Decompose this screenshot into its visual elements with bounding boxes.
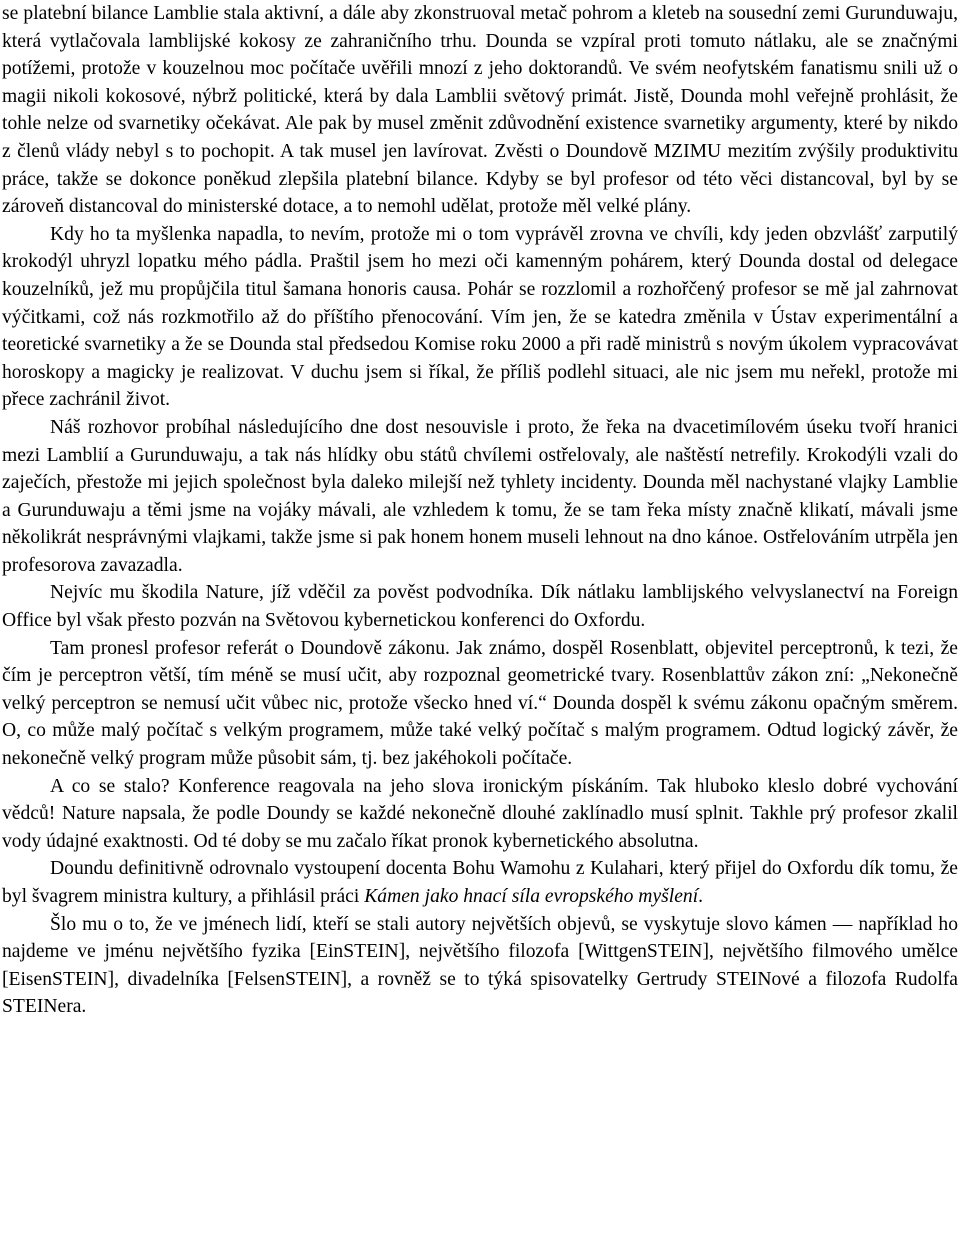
paragraph-4: Nejvíc mu škodila Nature, jíž vděčil za pověst podvodníka. Dík nátlaku lamblijského velvyslanectví na Foreign Office byl však přesto pozván na Světovou kybernetickou konferenci do Oxfordu. (2, 582, 958, 632)
paragraph-3: Náš rozhovor probíhal následujícího dne dost nesouvisle i proto, že řeka na dvacetimílovém úseku tvoří hranici mezi Lamblií a Gurunduwaju, a tak nás hlídky obu států chvílemi ostřelovaly, ale naštěstí netrefily. Krokodýli vzali do zaječích, přestože mi jejich společnost byla daleko milejší než tyhlety incidenty. Dounda měl nachystané vlajky Lamblie a Gurunduwaju a těmi jsme na vojáky mávali, ale vzhledem k tomu, že se tam řeka místy značně klikatí, mávali jsme několikrát nesprávnými vlajkami, takže jsme si pak honem honem museli lehnout na dno kánoe. Ostřelováním utrpěla jen profesorova zavazadla. (2, 416, 958, 576)
paragraph-6: A co se stalo? Konference reagovala na jeho slova ironickým pískáním. Tak hluboko kleslo dobré vychování vědců! Nature napsala, že podle Doundy se každé nekonečně dlouhé zaklínadlo musí splnit. Takhle prý profesor zkalil vody údajné exaktnosti. Od té doby se mu začalo říkat pronok kybernetického absolutna. (2, 775, 958, 852)
paragraph-5: Tam pronesl profesor referát o Doundově zákonu. Jak známo, dospěl Rosenblatt, objevitel perceptronů, k tezi, že čím je perceptron větší, tím méně se musí učit, aby rozpoznal geometrické tvary. Rosenblattův zákon zní: „Nekonečně velký perceptron se nemusí učit vůbec nic, protože všecko hned ví.“ Dounda dospěl k svému zákonu opačným směrem. O, co může malý počítač s velkým programem, může také velký počítač s malým programem. Odtud logický závěr, že nekonečně velký program může působit sám, tj. bez jakéhokoli počítače. (2, 637, 958, 770)
paragraph-2: Kdy ho ta myšlenka napadla, to nevím, protože mi o tom vyprávěl zrovna ve chvíli, kdy jeden obzvlášť zarputilý krokodýl uhryzl lopatku mého pádla. Praštil jsem ho mezi oči kamenným pohárem, který Dounda dostal od delegace kouzelníků, jež mu propůjčila titul šamana honoris causa. Pohár se rozzlomil a rozhořčený profesor se mě jal zahrnovat výčitkami, což nás rozkmotřilo až do příštího přenocování. Vím jen, že se katedra změnila v Ústav experimentální a teoretické svarnetiky a že se Dounda stal předsedou Komise roku 2000 a při radě ministrů s novým úkolem vypracovávat horoskopy a magicky je realizovat. V duchu jsem si říkal, že příliš podlehl situaci, ale nic jsem mu neřekl, protože mi přece zachránil život. (2, 223, 958, 411)
paragraph-8: Šlo mu o to, že ve jménech lidí, kteří se stali autory největších objevů, se vyskytuje slovo kámen — například ho najdeme ve jménu největšího fyzika [EinSTEIN], největšího filozofa [WittgenSTEIN], největšího filmového umělce [EisenSTEIN], divadelníka [FelsenSTEIN], a rovněž se to týká spisovatelky Gertrudy STEINové a filozofa Rudolfa STEINera. (2, 913, 958, 1018)
paragraph-7-text: Doundu definitivně odrovnalo vystoupení docenta Bohu Wamohu z Kulahari, který přijel do Oxfordu dík tomu, že byl švagrem ministra kultury, a přihlásil práci (2, 858, 958, 907)
paragraph-7-end: . (698, 886, 704, 907)
paragraph-7 (2, 855, 958, 910)
book-title: Kámen jako hnací síla evropského myšlení (364, 886, 699, 907)
paragraph-1: se platební bilance Lamblie stala aktivní, a dále aby zkonstruoval metač pohrom a kleteb na sousední zemi Gurunduwaju, která vytlačovala lamblijské kokosy ze zahraničního trhu. Dounda se vzpíral proti tomuto nátlaku, ale se značnými potížemi, protože v kouzelnou moc počítače uvěřili mnozí z jeho doktorandů. Ve svém neofytském fanatismu snili už o magii nikoli kokosové, nýbrž politické, která by dala Lamblii světový primát. Jistě, Dounda mohl veřejně prohlásit, že tohle nelze od svarnetiky očekávat. Ale pak by musel změnit zdůvodnění existence svarnetiky argumenty, které by nikdo z členů vlády nebyl s to pochopit. A tak musel jen lavírovat. Zvěsti o Doundově MZIMU mezitím zvýšily produktivitu práce, takže se dokonce poněkud zlepšila platební bilance. Kdyby se byl profesor od této věci distancoval, byl by se zároveň distancoval do ministerské dotace, a to nemohl udělat, protože měl velké plány. (2, 3, 958, 218)
